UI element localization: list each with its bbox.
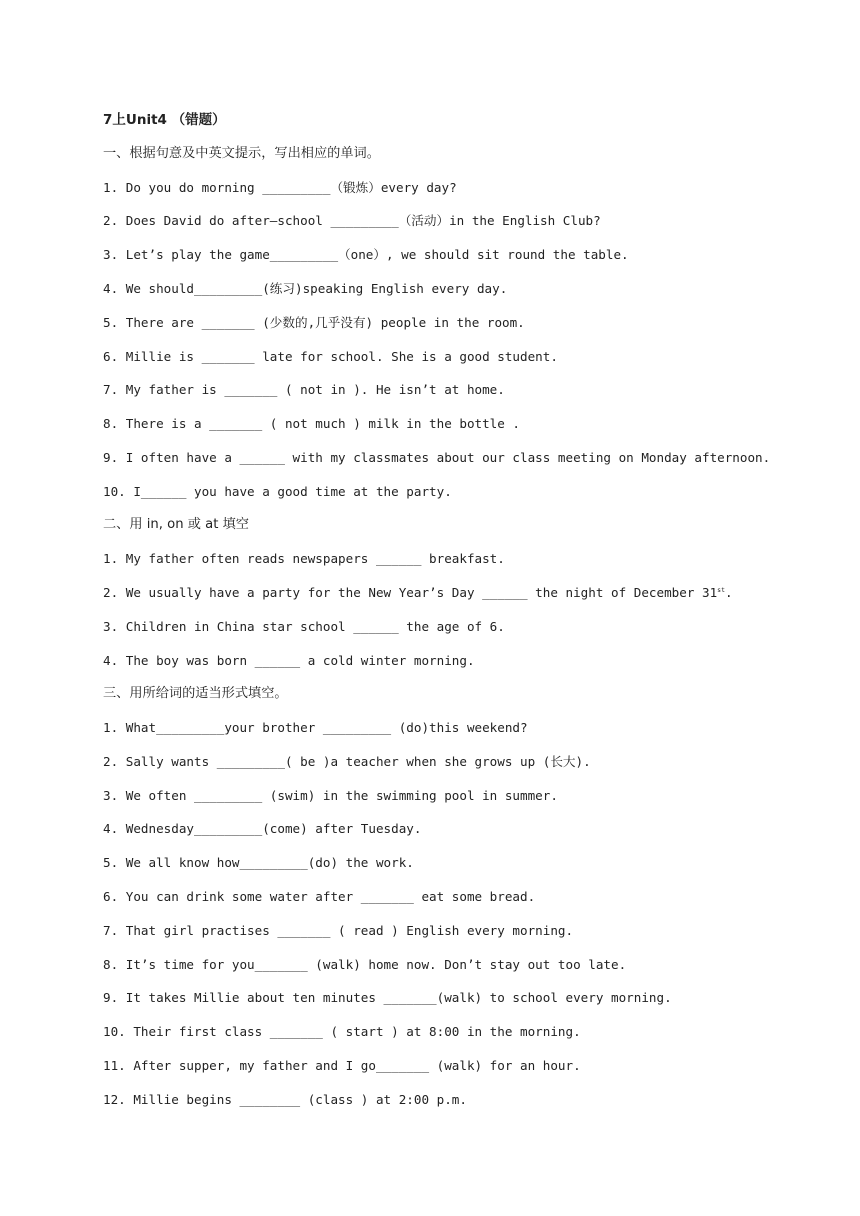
exercise-item: 8. It’s time for you_______ (walk) home now. Don’t stay out too late. (103, 957, 627, 972)
section-heading-2: 二、用 in, on 或 at 填空 (103, 517, 249, 532)
exercise-item (103, 584, 733, 602)
exercise-item: 6. Millie is _______ late for school. She is a good student. (103, 349, 558, 364)
exercise-item-end: . (724, 585, 733, 600)
exercise-item: 3. Let’s play the game_________（one）, we should sit round the table. (103, 247, 629, 262)
exercise-item: 11. After supper, my father and I go_______ (walk) for an hour. (103, 1058, 581, 1073)
document-title: 7上Unit4 （错题） (103, 112, 226, 128)
exercise-item: 9. I often have a ______ with my classmates about our class meeting on Monday afternoon. (103, 450, 771, 465)
exercise-item: 8. There is a _______ ( not much ) milk in the bottle . (103, 416, 521, 431)
exercise-item: 5. We all know how_________(do) the work. (103, 855, 414, 870)
exercise-item: 4. We should_________(练习)speaking English every day. (103, 281, 508, 296)
exercise-item: 3. We often _________ (swim) in the swimming pool in summer. (103, 788, 558, 803)
exercise-item: 2. Does David do after—school _________（活动）in the English Club? (103, 213, 601, 228)
exercise-item-text: 2. We usually have a party for the New Year’s Day ______ the night of December 31 (103, 585, 718, 600)
exercise-item: 4. The boy was born ______ a cold winter morning. (103, 653, 475, 668)
exercise-item: 10. I______ you have a good time at the party. (103, 484, 452, 499)
exercise-item: 4. Wednesday_________(come) after Tuesday. (103, 821, 422, 836)
ordinal-superscript: st (717, 585, 725, 594)
exercise-item: 7. That girl practises _______ ( read ) English every morning. (103, 923, 574, 938)
section-heading-3: 三、用所给词的适当形式填空。 (103, 686, 288, 701)
exercise-item: 9. It takes Millie about ten minutes _______(walk) to school every morning. (103, 990, 672, 1005)
exercise-item: 10. Their first class _______ ( start ) at 8:00 in the morning. (103, 1024, 581, 1039)
exercise-item: 12. Millie begins ________ (class ) at 2:00 p.m. (103, 1092, 467, 1107)
exercise-item: 2. Sally wants _________( be )a teacher when she grows up (长大). (103, 754, 591, 769)
exercise-item: 6. You can drink some water after _______ eat some bread. (103, 889, 536, 904)
exercise-item: 1. My father often reads newspapers ______ breakfast. (103, 551, 505, 566)
exercise-item: 7. My father is _______ ( not in ). He isn’t at home. (103, 382, 505, 397)
exercise-item: 3. Children in China star school ______ the age of 6. (103, 619, 505, 634)
exercise-item: 5. There are _______ (少数的,几乎没有) people in the room. (103, 315, 525, 330)
section-heading-1: 一、根据句意及中英文提示，写出相应的单词。 (103, 146, 380, 161)
exercise-item: 1. Do you do morning _________（锻炼）every day? (103, 180, 457, 195)
exercise-item: 1. What_________your brother _________ (do)this weekend? (103, 720, 528, 735)
